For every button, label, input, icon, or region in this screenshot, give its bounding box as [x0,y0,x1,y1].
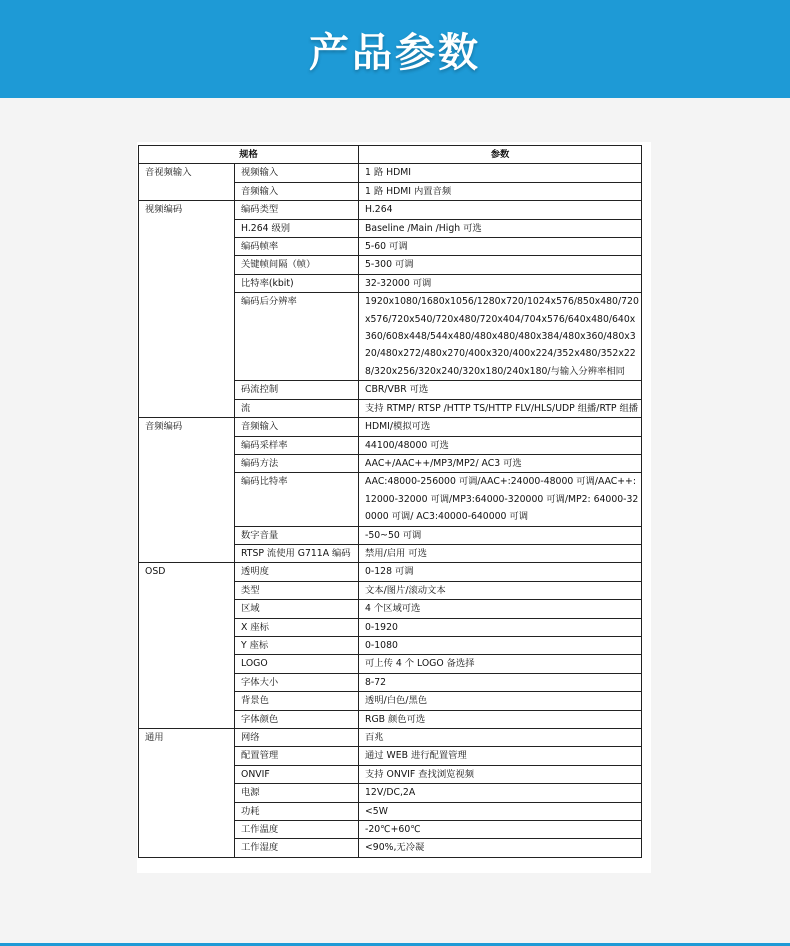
spec-value: <5W [359,802,642,820]
spec-value: 禁用/启用 可选 [359,544,642,562]
spec-value: <90%,无冷凝 [359,839,642,857]
spec-item: 码流控制 [235,381,359,399]
spec-value: RGB 颜色可选 [359,710,642,728]
spec-item: ONVIF [235,765,359,783]
spec-value: 5-60 可调 [359,238,642,256]
spec-item: 配置管理 [235,747,359,765]
spec-item: 区域 [235,600,359,618]
spec-item: 音频输入 [235,182,359,200]
spec-item: 电源 [235,784,359,802]
spec-value: -20℃+60℃ [359,821,642,839]
spec-item: 数字音量 [235,526,359,544]
group-name: 音频编码 [139,418,235,563]
spec-value: 4 个区域可选 [359,600,642,618]
spec-value: 0-1080 [359,636,642,654]
spec-value: 1 路 HDMI 内置音频 [359,182,642,200]
spec-item: 比特率(kbit) [235,274,359,292]
spec-item: 网络 [235,729,359,747]
spec-item: 流 [235,399,359,417]
spec-item: 背景色 [235,692,359,710]
spec-value: -50~50 可调 [359,526,642,544]
spec-value: 通过 WEB 进行配置管理 [359,747,642,765]
spec-value: 1 路 HDMI [359,164,642,182]
spec-item: 类型 [235,581,359,599]
spec-item: 编码采样率 [235,436,359,454]
table-row [139,201,642,219]
spec-item: 工作湿度 [235,839,359,857]
spec-item: X 座标 [235,618,359,636]
group-name: 视频编码 [139,201,235,418]
table-row [139,729,642,747]
spec-value: 0-128 可调 [359,563,642,581]
spec-value: Baseline /Main /High 可选 [359,219,642,237]
table-row [139,164,642,182]
header-spec: 规格 [139,146,359,164]
spec-value: 0-1920 [359,618,642,636]
spec-value: 百兆 [359,729,642,747]
group-name: OSD [139,563,235,729]
spec-item: 编码后分辨率 [235,293,359,381]
spec-item: 字体颜色 [235,710,359,728]
table-row [139,418,642,436]
spec-item: Y 座标 [235,636,359,654]
spec-sheet [137,142,651,873]
spec-value: 1920x1080/1680x1056/1280x720/1024x576/850x480/720x576/720x540/720x480/720x404/704x576/640x480/640x360/608x448/544x480/480x480/480x384/480x360/480x320/480x272/480x270/400x320/400x224/352x480/352x228/320x256/320x240/320x180/240x180/与输入分辨率相同 [359,293,642,381]
spec-item: 关键帧间隔（帧） [235,256,359,274]
spec-value: 支持 ONVIF 查找浏览视频 [359,765,642,783]
spec-value: 8-72 [359,673,642,691]
title-banner [0,0,790,98]
spec-item: 编码方法 [235,454,359,472]
spec-item: 编码类型 [235,201,359,219]
spec-value: 支持 RTMP/ RTSP /HTTP TS/HTTP FLV/HLS/UDP 组播/RTP 组播 [359,399,642,417]
header-param: 参数 [359,146,642,164]
spec-value: 44100/48000 可选 [359,436,642,454]
spec-item: RTSP 流使用 G711A 编码 [235,544,359,562]
spec-value: 透明/白色/黑色 [359,692,642,710]
spec-item: 透明度 [235,563,359,581]
spec-value: HDMI/模拟可选 [359,418,642,436]
spec-value: 文本/图片/滚动文本 [359,581,642,599]
spec-value: 5-300 可调 [359,256,642,274]
spec-table [138,145,642,858]
spec-value: 32-32000 可调 [359,274,642,292]
page-title: 产品参数 [309,29,481,76]
spec-item: 编码帧率 [235,238,359,256]
spec-item: 字体大小 [235,673,359,691]
spec-value: 可上传 4 个 LOGO 备选择 [359,655,642,673]
group-name: 通用 [139,729,235,858]
spec-item: 视频输入 [235,164,359,182]
spec-value: H.264 [359,201,642,219]
spec-value: 12V/DC,2A [359,784,642,802]
spec-item: LOGO [235,655,359,673]
spec-value: CBR/VBR 可选 [359,381,642,399]
spec-item: 编码比特率 [235,473,359,526]
spec-value: AAC+/AAC++/MP3/MP2/ AC3 可选 [359,454,642,472]
spec-item: H.264 级别 [235,219,359,237]
spec-item: 功耗 [235,802,359,820]
spec-item: 音频输入 [235,418,359,436]
table-header-row [139,146,642,164]
group-name: 音视频输入 [139,164,235,201]
spec-item: 工作温度 [235,821,359,839]
table-row [139,563,642,581]
spec-value: AAC:48000-256000 可调/AAC+:24000-48000 可调/AAC++:12000-32000 可调/MP3:64000-320000 可调/MP2: 64000-320000 可调/ AC3:40000-640000 可调 [359,473,642,526]
